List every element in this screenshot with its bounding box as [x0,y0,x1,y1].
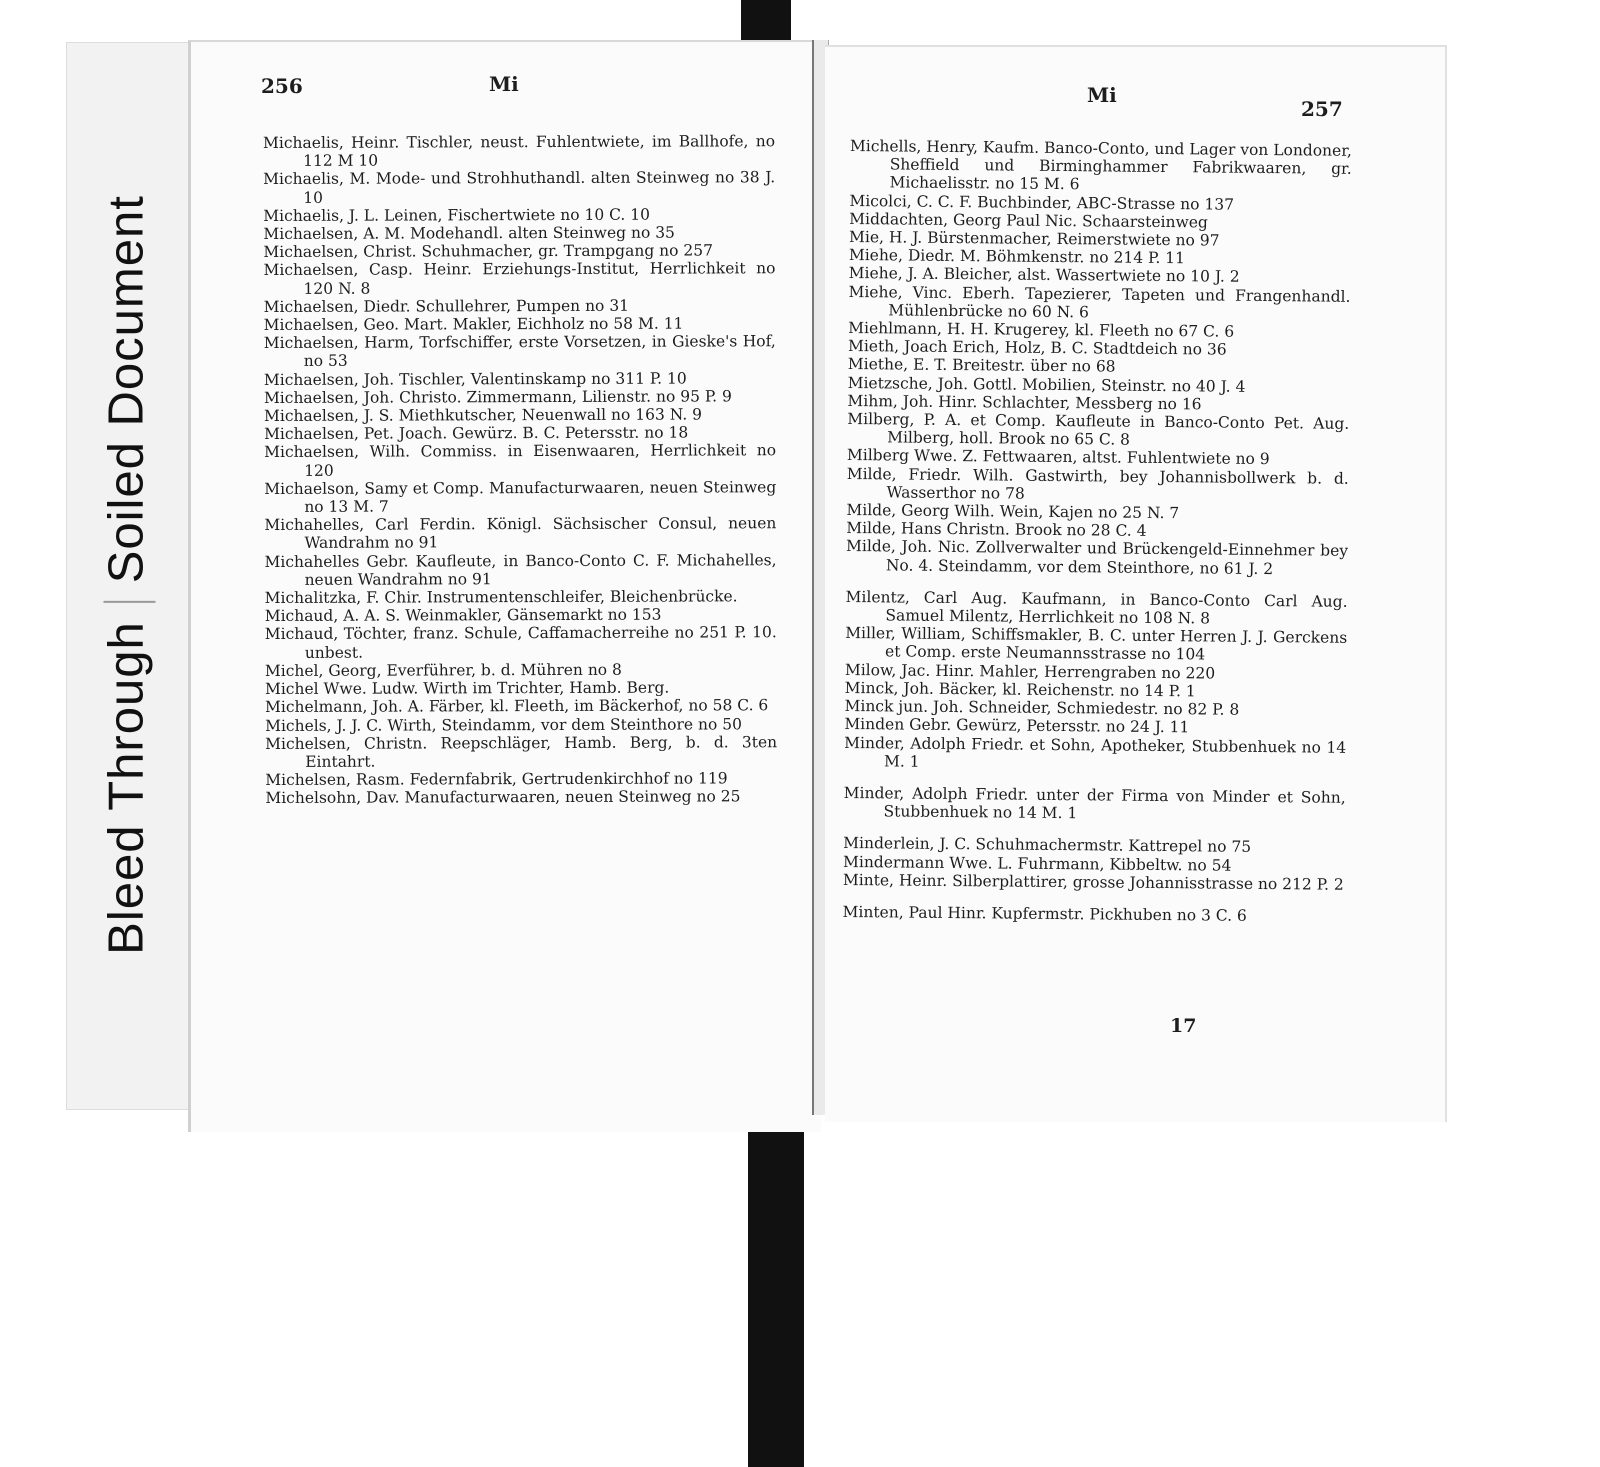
right-entry: Micolci, C. C. F. Buchbinder, ABC-Strasse no 137 [849,191,1235,214]
right-entry: Michells, Henry, Kaufm. Banco-Conto, und Lager von Londoner, Sheffield und Birminghammer Fabrikwaaren, gr. Michaelisstr. no 15 M. 6 [849,137,1352,194]
left-entry: Michaelsen, Harm, Torfschiffer, erste Vorsetzen, in Gieske's Hof, no 53 [263,332,776,371]
right-entry: Minten, Paul Hinr. Kupfermstr. Pickhuben no 3 C. 6 [842,902,1247,925]
left-entry: Michaud, A. A. S. Weinmakler, Gänsemarkt no 153 [264,605,662,626]
left-entry: Michahelles, Carl Ferdin. Königl. Sächsischer Consul, neuen Wandrahm no 91 [264,514,777,553]
right-page-number: 257 [1301,97,1343,121]
right-entry: Miehe, J. A. Bleicher, alst. Wassertwiete no 10 J. 2 [848,264,1240,287]
right-entry: Minden Gebr. Gewürz, Petersstr. no 24 J. 11 [844,715,1190,737]
right-page-header: Mi [1087,83,1117,107]
right-entry: Miehe, Vinc. Eberh. Tapezierer, Tapeten und Frangenhandl. Mühlenbrücke no 60 N. 6 [848,282,1351,322]
right-entry: Milentz, Carl Aug. Kaufmann, in Banco-Conto Carl Aug. Samuel Milentz, Herrlichkeit no 108 N. 8 [845,587,1348,628]
right-entry: Milberg Wwe. Z. Fettwaaren, altst. Fuhlentwiete no 9 [846,446,1270,469]
right-entry: Minderlein, J. C. Schuhmachermstr. Kattrepel no 75 [843,834,1252,857]
left-page-number: 256 [261,74,303,98]
right-entry: Milde, Georg Wilh. Wein, Kajen no 25 N. 7 [846,501,1180,523]
left-entry: Michaelis, M. Mode- und Strohhuthandl. alten Steinweg no 38 J. 10 [263,168,776,207]
spine-bottom-edge [748,1110,804,1467]
right-entry: Miethe, E. T. Breitestr. über no 68 [847,355,1116,376]
right-entry: Minder, Adolph Friedr. et Sohn, Apotheker, Stubbenhuek no 14 M. 1 [844,733,1347,771]
left-entry: Michaelsen, A. M. Modehandl. alten Steinweg no 35 [263,223,675,244]
left-entry: Michahelles Gebr. Kaufleute, in Banco-Conto C. F. Michahelles, neuen Wandrahm no 91 [264,550,777,589]
right-entry: Minte, Heinr. Silberplattirer, grosse Johannisstrasse no 212 P. 2 [842,870,1344,894]
left-entry: Michalitzka, F. Chir. Instrumentenschleifer, Bleichenbrücke. [264,587,738,608]
right-entry: Milde, Hans Christn. Brook no 28 C. 4 [846,519,1147,541]
spine-top-edge [741,0,791,40]
left-entry: Michaelsen, Christ. Schuhmacher, gr. Trampgang no 257 [263,241,714,262]
left-entry: Michelsen, Rasm. Federnfabrik, Gertrudenkirchhof no 119 [265,769,728,790]
label-soiled-document: Soiled Document [99,195,154,584]
document-condition-label [98,195,155,955]
left-entry: Michels, J. J. C. Wirth, Steindamm, vor dem Steinthore no 50 [265,714,742,735]
right-entry: Milde, Friedr. Wilh. Gastwirth, bey Johannisbollwerk b. d. Wasserthor no 78 [846,464,1349,503]
left-entry: Michaud, Töchter, franz. Schule, Caffamacherreihe no 251 P. 10. unbest. [264,623,777,662]
right-entry: Miehe, Diedr. M. Böhmkenstr. no 214 P. 11 [848,246,1186,268]
left-entry: Michaelsen, Joh. Christo. Zimmermann, Lilienstr. no 95 P. 9 [263,387,732,407]
right-entry: Middachten, Georg Paul Nic. Schaarsteinweg [849,209,1208,232]
right-entry: Miehlmann, H. H. Krugerey, kl. Fleeth no 67 C. 6 [848,319,1235,341]
left-entry: Michelsohn, Dav. Manufacturwaaren, neuen Steinweg no 25 [265,787,741,808]
right-entry: Milberg, P. A. et Comp. Kaufleute in Banco-Conto Pet. Aug. Milberg, holl. Brook no 65 C. 8 [847,410,1350,449]
left-entry: Michelsen, Christn. Reepschläger, Hamb. Berg, b. d. 3ten Eintahrt. [265,732,778,771]
right-entry: Miller, William, Schiffsmakler, B. C. unter Herren J. J. Gerckens et Comp. erste Neumannsstrasse no 104 [845,624,1348,664]
right-page [825,45,1447,1122]
left-entry: Michaelsen, Wilh. Commiss. in Eisenwaaren, Herrlichkeit no 120 [264,441,777,480]
left-page [188,40,821,1132]
right-entry: Minck, Joh. Bäcker, kl. Reichenstr. no 14 P. 1 [844,678,1196,701]
right-entry: Mie, H. J. Bürstenmacher, Reimerstwiete no 97 [848,228,1220,250]
right-entry: Milow, Jac. Hinr. Mahler, Herrengraben no 220 [844,660,1216,683]
label-separator [104,601,156,603]
right-entry: Mietzsche, Joh. Gottl. Mobilien, Steinstr. no 40 J. 4 [847,373,1246,396]
right-entry: Mindermann Wwe. L. Fuhrmann, Kibbeltw. no 54 [842,852,1232,875]
left-entry: Michaelsen, Diedr. Schullehrer, Pumpen no 31 [263,296,630,316]
left-entry: Michaelsen, Pet. Joach. Gewürz. B. C. Petersstr. no 18 [264,423,689,444]
right-entry: Mihm, Joh. Hinr. Schlachter, Messberg no 16 [847,391,1202,414]
left-entry-list [263,132,777,807]
left-page-header: Mi [489,72,519,96]
label-bleed-through: Bleed Through [99,621,154,955]
left-entry: Michaelsen, Geo. Mart. Makler, Eichholz no 58 M. 11 [263,314,684,335]
right-entry: Minck jun. Joh. Schneider, Schmiedestr. no 82 P. 8 [844,697,1240,719]
left-entry: Michel, Georg, Everführer, b. d. Mühren no 8 [264,660,622,680]
left-entry: Michel Wwe. Ludw. Wirth im Trichter, Hamb. Berg. [264,678,670,699]
left-entry: Michelmann, Joh. A. Färber, kl. Fleeth, im Bäckerhof, no 58 C. 6 [264,696,769,717]
right-entry: Minder, Adolph Friedr. unter der Firma von Minder et Sohn, Stubbenhuek no 14 M. 1 [843,783,1346,823]
right-entry: Mieth, Joach Erich, Holz, B. C. Stadtdeich no 36 [847,337,1227,359]
left-entry: Michaelsen, Joh. Tischler, Valentinskamp no 311 P. 10 [263,369,687,389]
right-entry: Milde, Joh. Nic. Zollverwalter und Brückengeld-Einnehmer bey No. 4. Steindamm, vor dem Steinthore, no 61 J. 2 [845,537,1349,578]
signature-mark: 17 [1170,1015,1197,1037]
left-entry: Michaelson, Samy et Comp. Manufacturwaaren, neuen Steinweg no 13 M. 7 [264,478,777,516]
right-entry-list [842,137,1352,926]
left-entry: Michaelis, Heinr. Tischler, neust. Fuhlentwiete, im Ballhofe, no 112 M 10 [263,132,776,171]
left-entry: Michaelsen, J. S. Miethkutscher, Neuenwall no 163 N. 9 [263,405,703,426]
left-entry: Michaelsen, Casp. Heinr. Erziehungs-Institut, Herrlichkeit no 120 N. 8 [263,259,776,298]
left-entry: Michaelis, J. L. Leinen, Fischertwiete no 10 C. 10 [263,205,651,225]
